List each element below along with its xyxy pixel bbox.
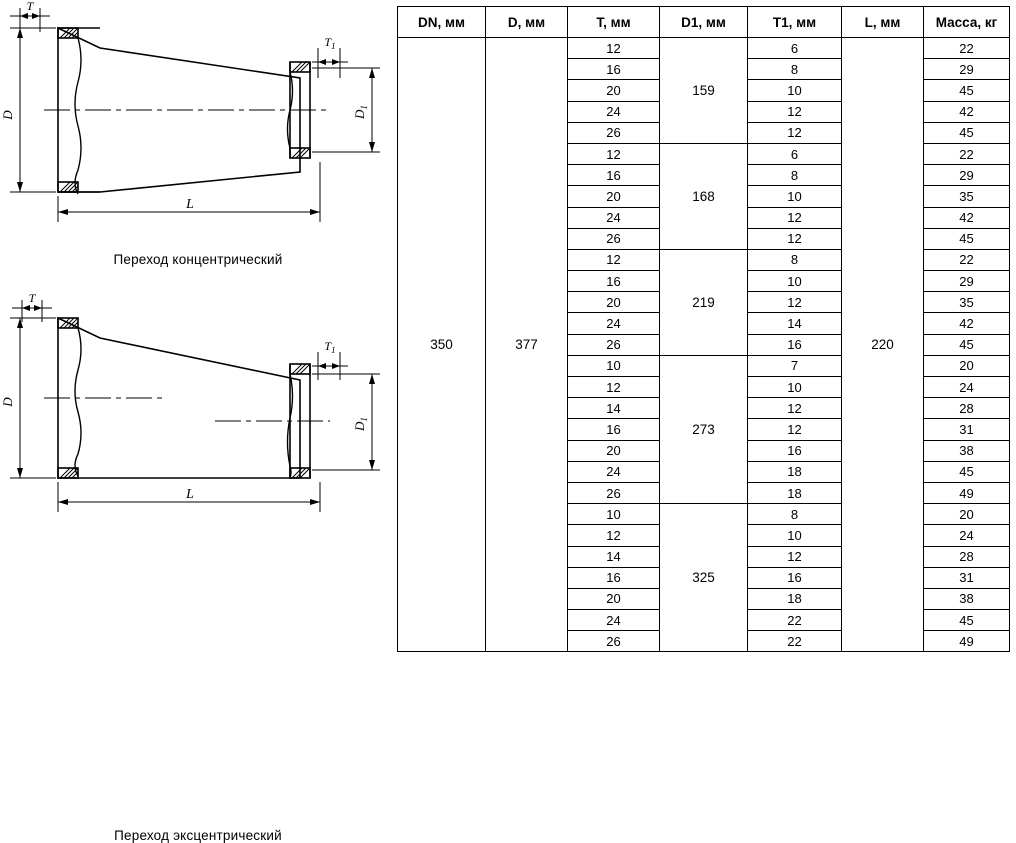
cell-dn: 350: [398, 38, 486, 652]
cell-t1: 10: [748, 271, 842, 292]
cell-t1: 22: [748, 631, 842, 652]
cell-t: 24: [568, 610, 660, 631]
cell-t: 26: [568, 122, 660, 143]
cell-t: 16: [568, 567, 660, 588]
cell-t: 24: [568, 461, 660, 482]
cell-t1: 12: [748, 419, 842, 440]
cell-t1: 12: [748, 228, 842, 249]
figure-caption-concentric: Переход концентрический: [113, 252, 283, 267]
cell-t1: 6: [748, 143, 842, 164]
cell-t: 20: [568, 440, 660, 461]
label-D-fig2: D: [0, 397, 15, 407]
cell-mass: 35: [924, 186, 1010, 207]
eccentric-reducer-drawing: [0, 288, 396, 538]
cell-t1: 8: [748, 504, 842, 525]
cell-mass: 24: [924, 377, 1010, 398]
cell-t1: 8: [748, 249, 842, 270]
cell-t: 14: [568, 546, 660, 567]
cell-mass: 31: [924, 567, 1010, 588]
cell-mass: 28: [924, 546, 1010, 567]
cell-t: 12: [568, 525, 660, 546]
label-D1-fig1: $D_1$: [352, 105, 369, 119]
cell-t: 24: [568, 313, 660, 334]
cell-mass: 45: [924, 80, 1010, 101]
cell-l: 220: [842, 38, 924, 652]
cell-t1: 22: [748, 610, 842, 631]
cell-t: 24: [568, 207, 660, 228]
cell-t1: 10: [748, 525, 842, 546]
cell-mass: 49: [924, 631, 1010, 652]
cell-t: 12: [568, 377, 660, 398]
cell-mass: 20: [924, 355, 1010, 376]
cell-t: 16: [568, 419, 660, 440]
cell-mass: 20: [924, 504, 1010, 525]
header-mass: Масса, кг: [924, 7, 1010, 38]
header-l: L, мм: [842, 7, 924, 38]
cell-t1: 18: [748, 482, 842, 503]
dimensions-table-wrapper: [397, 6, 1009, 649]
cell-t1: 10: [748, 80, 842, 101]
cell-t1: 16: [748, 334, 842, 355]
cell-mass: 42: [924, 207, 1010, 228]
cell-mass: 45: [924, 610, 1010, 631]
header-d1: D1, мм: [660, 7, 748, 38]
cell-d: 377: [486, 38, 568, 652]
figure-caption-eccentric: Переход эксцентрический: [114, 828, 282, 843]
cell-mass: 22: [924, 38, 1010, 59]
drawings-panel: [0, 0, 396, 843]
label-L-fig1: L: [186, 197, 194, 212]
cell-t1: 6: [748, 38, 842, 59]
cell-d1: 168: [660, 143, 748, 249]
cell-mass: 45: [924, 122, 1010, 143]
cell-mass: 38: [924, 440, 1010, 461]
header-t1: T1, мм: [748, 7, 842, 38]
cell-t1: 16: [748, 567, 842, 588]
cell-mass: 45: [924, 461, 1010, 482]
cell-t1: 12: [748, 398, 842, 419]
cell-t1: 18: [748, 588, 842, 609]
cell-mass: 29: [924, 165, 1010, 186]
dimensions-table: [397, 6, 1010, 652]
cell-mass: 31: [924, 419, 1010, 440]
label-L-fig2: L: [186, 487, 194, 502]
cell-mass: 24: [924, 525, 1010, 546]
cell-t1: 12: [748, 122, 842, 143]
cell-t: 26: [568, 334, 660, 355]
cell-mass: 42: [924, 101, 1010, 122]
cell-t1: 8: [748, 165, 842, 186]
header-d: D, мм: [486, 7, 568, 38]
table-body: [398, 38, 1010, 652]
header-dn: DN, мм: [398, 7, 486, 38]
cell-d1: 219: [660, 249, 748, 355]
cell-t: 20: [568, 80, 660, 101]
figure-eccentric-reducer: [0, 288, 396, 843]
cell-d1: 325: [660, 504, 748, 652]
cell-mass: 45: [924, 228, 1010, 249]
table-row: [398, 38, 1010, 59]
cell-t1: 10: [748, 377, 842, 398]
cell-t1: 12: [748, 292, 842, 313]
cell-t: 26: [568, 228, 660, 249]
cell-mass: 29: [924, 271, 1010, 292]
label-T-fig2: T: [28, 291, 36, 305]
cell-t: 10: [568, 504, 660, 525]
cell-mass: 28: [924, 398, 1010, 419]
cell-t1: 8: [748, 59, 842, 80]
cell-t: 16: [568, 165, 660, 186]
label-D-fig1: D: [0, 110, 15, 120]
cell-t: 12: [568, 249, 660, 270]
cell-t: 12: [568, 38, 660, 59]
cell-mass: 42: [924, 313, 1010, 334]
cell-t1: 10: [748, 186, 842, 207]
cell-t: 20: [568, 292, 660, 313]
cell-mass: 38: [924, 588, 1010, 609]
cell-t1: 7: [748, 355, 842, 376]
cell-mass: 35: [924, 292, 1010, 313]
header-t: T, мм: [568, 7, 660, 38]
cell-t: 24: [568, 101, 660, 122]
table-header-row: [398, 7, 1010, 38]
cell-mass: 29: [924, 59, 1010, 80]
cell-t1: 14: [748, 313, 842, 334]
cell-t: 16: [568, 271, 660, 292]
cell-t1: 12: [748, 207, 842, 228]
label-T-fig1: T: [26, 0, 34, 13]
cell-mass: 45: [924, 334, 1010, 355]
cell-mass: 49: [924, 482, 1010, 503]
concentric-reducer-drawing: [0, 0, 396, 250]
cell-t: 26: [568, 482, 660, 503]
cell-mass: 22: [924, 249, 1010, 270]
cell-t: 20: [568, 588, 660, 609]
label-T1-fig2: $T_1$: [324, 339, 336, 355]
cell-t: 26: [568, 631, 660, 652]
cell-t1: 16: [748, 440, 842, 461]
cell-d1: 273: [660, 355, 748, 503]
cell-t: 10: [568, 355, 660, 376]
figure-concentric-reducer: [0, 0, 396, 288]
cell-t: 14: [568, 398, 660, 419]
label-T1-fig1: $T_1$: [324, 35, 336, 51]
cell-t: 12: [568, 143, 660, 164]
cell-t: 20: [568, 186, 660, 207]
label-D1-fig2: $D_1$: [352, 417, 369, 431]
cell-t: 16: [568, 59, 660, 80]
cell-t1: 12: [748, 546, 842, 567]
cell-t1: 18: [748, 461, 842, 482]
cell-t1: 12: [748, 101, 842, 122]
cell-mass: 22: [924, 143, 1010, 164]
cell-d1: 159: [660, 38, 748, 144]
